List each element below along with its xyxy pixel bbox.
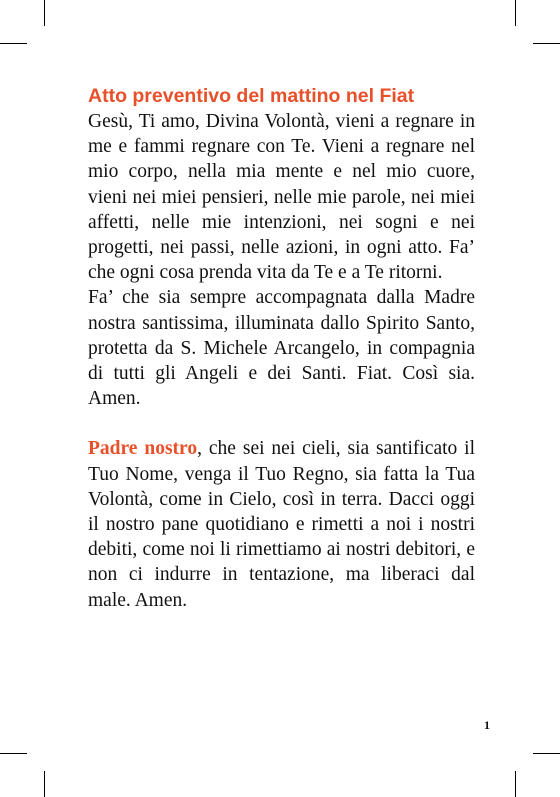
crop-mark-bottom-left-vertical [44,771,45,797]
crop-mark-bottom-right-horizontal [533,753,560,754]
paragraph-spacer [88,411,475,436]
crop-mark-bottom-right-vertical [515,771,516,797]
prayer-paragraph-1: Gesù, Ti amo, Divina Volontà, vieni a regnare in me e fammi regnare con Te. Vieni a regnare nel mio corpo, nella mia mente e nel mio cuore, vieni nei miei pensieri, nelle mie parole, nei miei affetti, nelle mie intenzioni, nei sogni e nei progetti, nei passi, nelle azioni, in ogni atto. Fa’ che ogni cosa prenda vita da Te e a Te ritorni. [88,111,475,284]
crop-mark-top-right-vertical [515,0,516,26]
page-number: 1 [484,718,490,732]
crop-mark-top-left-horizontal [0,43,27,44]
prayer-paragraph-2: Fa’ che sia sempre accompagnata dalla Madre nostra santissima, illuminata dallo Spirito Santo, protetta da S. Michele Arcangelo, in compagnia di tutti gli Angeli e dei Santi. Fiat. Così sia. Amen. [88,287,475,410]
our-father-lead: Padre nostro [88,438,198,460]
our-father-text: , che sei nei cieli, sia santificato il Tuo Nome, venga il Tuo Regno, sia fatta la Tua Volontà, come in Cielo, così in terra. Dacci oggi il nostro pane quotidiano e rimetti a noi i nostri debiti, come noi li rimettiamo ai nostri debitori, e non ci indurre in tentazione, ma liberaci dal male. Amen. [88,438,475,611]
crop-mark-top-right-horizontal [533,43,560,44]
page-content [88,83,475,613]
page-title: Atto preventivo del mattino nel Fiat [88,85,415,107]
our-father-paragraph [88,436,475,612]
crop-mark-bottom-left-horizontal [0,753,27,754]
crop-mark-top-left-vertical [44,0,45,26]
